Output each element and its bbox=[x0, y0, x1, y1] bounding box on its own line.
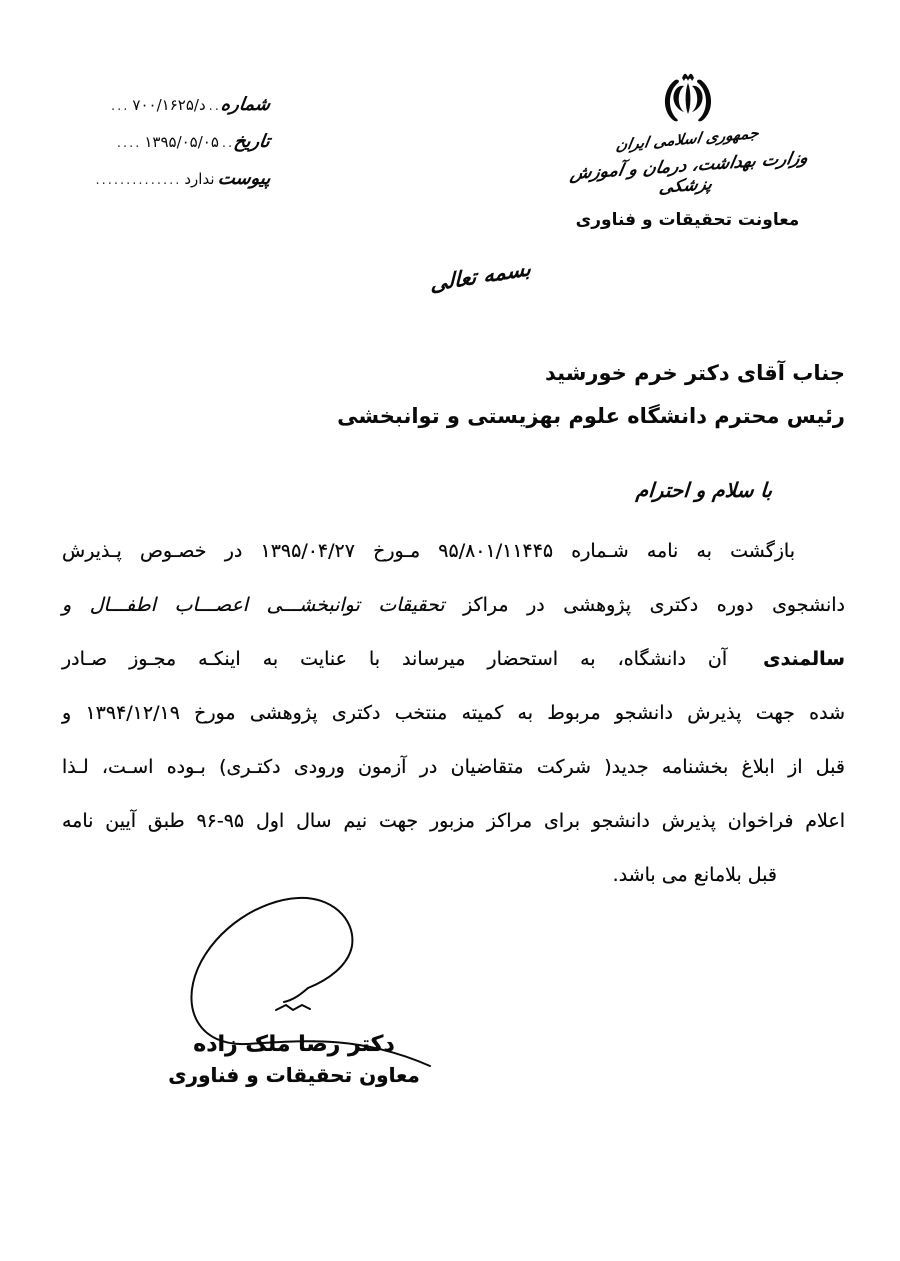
body-text-segment: آن دانشگاه، به استحضار میرساند با عنایت به اینکـه مجـوز صـادر bbox=[62, 648, 728, 670]
dotted-leader: .. bbox=[208, 99, 221, 114]
body-line bbox=[62, 794, 845, 848]
body-text-segment: سالمندی bbox=[763, 648, 845, 670]
body-paragraph bbox=[62, 524, 845, 902]
body-text-segment: قبل از ابلاغ بخشنامه جدید( شرکت متقاضیان در آزمون ورودی دکتـری) بـوده اسـت، لـذا bbox=[62, 756, 845, 778]
letter-number-label: شماره bbox=[219, 94, 272, 115]
body-text-segment: اعلام فراخوان پذیرش دانشجو برای مراکز مزبور جهت نیم سال اول bbox=[244, 810, 845, 832]
iran-emblem-icon bbox=[655, 70, 721, 128]
body-text-segment: بازگشت به نامه شـماره bbox=[553, 540, 796, 562]
letterhead bbox=[545, 70, 830, 230]
letter-number-row bbox=[70, 94, 270, 131]
body-text-segment: قبل بلامانع می باشد. bbox=[612, 864, 777, 886]
recipient-position: رئیس محترم دانشگاه علوم بهزیستی و توانبخشی bbox=[337, 404, 845, 428]
body-text-segment: دانشجوی دوره دکتری پژوهشی در مراکز bbox=[444, 594, 845, 616]
dotted-leader: ... bbox=[111, 99, 130, 114]
body-text-segment: تحقیقات توانبخشـــی اعصـــاب اطفـــال و bbox=[62, 594, 445, 616]
republic-title: جمهوری اسلامی ایران bbox=[614, 123, 761, 155]
letter-number-value: ۷۰۰/د/۱۶۲۵ bbox=[132, 96, 206, 114]
body-text-segment: ۹۶-۹۵ bbox=[196, 810, 245, 832]
body-text-segment: و bbox=[62, 702, 86, 724]
ministry-title: وزارت بهداشت، درمان و آموزش پزشکی bbox=[568, 147, 810, 198]
body-text-segment: در خصـوص پـذیرش bbox=[62, 540, 261, 562]
besmele-calligraphy: بسمه تعالی bbox=[430, 255, 532, 297]
letter-attachment-value: ندارد bbox=[184, 170, 215, 188]
letter-date-value: ۱۳۹۵/۰۵/۰۵ bbox=[144, 133, 219, 151]
body-text-segment: مـورخ bbox=[354, 540, 439, 562]
signature-block bbox=[148, 1032, 440, 1087]
letter-attachment-label: پیوست bbox=[216, 168, 272, 189]
dotted-leader: .. bbox=[221, 136, 235, 151]
recipient-name: جناب آقای دکتر خرم خورشید bbox=[545, 361, 845, 385]
signer-title: معاون تحقیقات و فناوری bbox=[168, 1063, 420, 1087]
body-text-segment: ۱۳۹۴/۱۲/۱۹ bbox=[85, 702, 180, 724]
body-text-segment: شده جهت پذیرش دانشجو مربوط به کمیته منتخب دکتری پژوهشی مورخ bbox=[179, 702, 845, 724]
letterhead-reference-fields bbox=[70, 94, 270, 205]
body-line bbox=[62, 524, 845, 578]
dotted-leader: .............. bbox=[95, 173, 182, 188]
signer-name: دکتر رضا ملک زاده bbox=[193, 1032, 395, 1057]
dotted-leader: .... bbox=[116, 136, 142, 151]
body-line bbox=[62, 740, 845, 794]
body-line bbox=[62, 686, 845, 740]
body-text-segment: ۹۵/۸۰۱/۱۱۴۴۵ bbox=[438, 540, 554, 562]
deputy-title: معاونت تحقیقات و فناوری bbox=[575, 210, 800, 230]
body-text-segment: طبق آیین نامه bbox=[62, 810, 197, 832]
body-line bbox=[62, 632, 845, 686]
body-line bbox=[62, 578, 845, 632]
letter-date-row bbox=[70, 131, 270, 168]
letter-attachment-row bbox=[70, 168, 270, 205]
salutation: با سلام و احترام bbox=[634, 478, 773, 502]
body-text-segment: ۱۳۹۵/۰۴/۲۷ bbox=[260, 540, 355, 562]
letter-date-label: تاریخ bbox=[232, 131, 272, 152]
recipient-block bbox=[337, 352, 845, 438]
